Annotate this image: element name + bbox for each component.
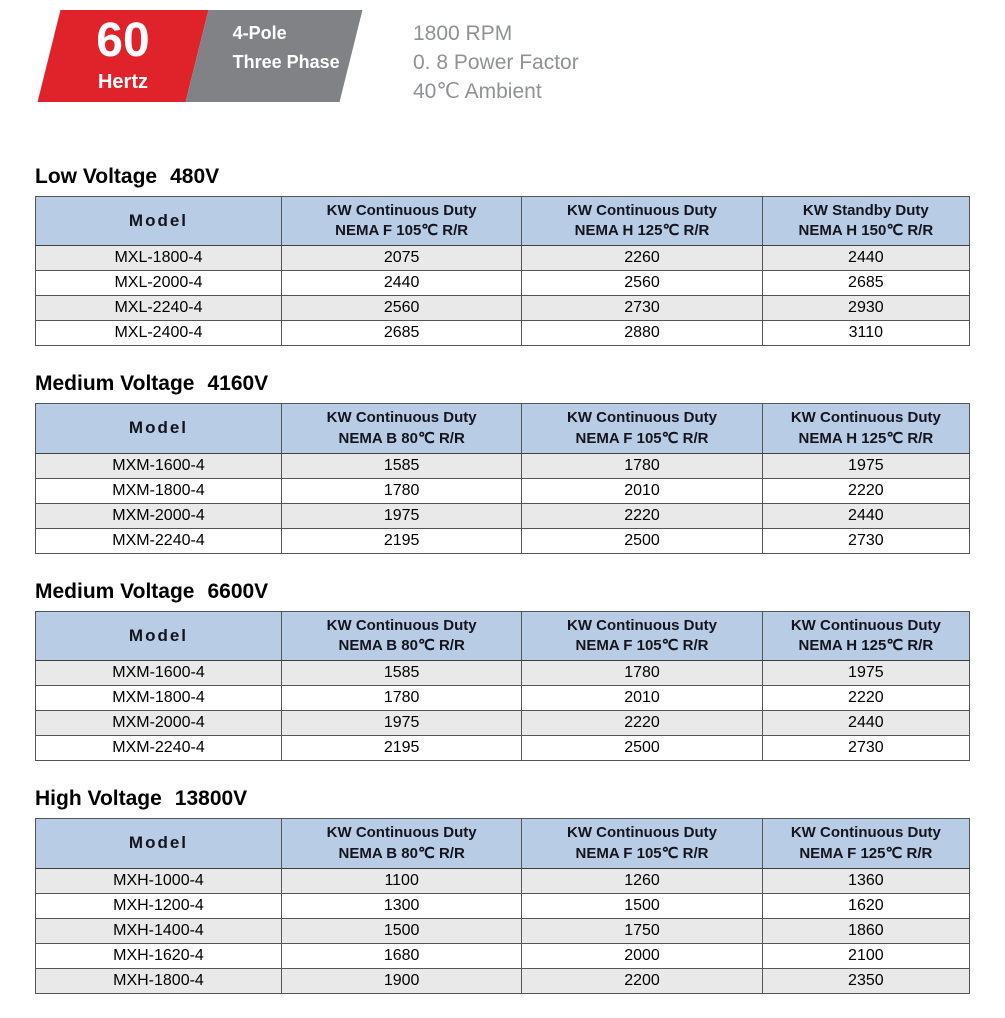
rating-cell: 2440 [281,271,521,296]
rating-cell: 2220 [762,686,969,711]
table-row [36,661,970,686]
table-row [36,453,970,478]
column-header: Model [36,611,282,661]
ratings-table [35,403,970,554]
column-header: Model [36,196,282,246]
table-row [36,968,970,993]
column-header: KW Continuous Duty NEMA F 105℃ R/R [281,196,521,246]
rating-cell: 1500 [522,893,762,918]
table-row [36,736,970,761]
model-cell: MXM-2000-4 [36,503,282,528]
rating-cell: 2220 [762,478,969,503]
rating-cell: 2000 [522,943,762,968]
pole-phase-content [201,10,355,73]
rating-cell: 2560 [522,271,762,296]
column-header: KW Continuous Duty NEMA F 105℃ R/R [522,404,762,454]
rating-cell: 1780 [522,661,762,686]
rating-cell: 1975 [762,453,969,478]
table-row [36,271,970,296]
rating-cell: 2195 [281,736,521,761]
rating-cell: 1585 [281,453,521,478]
model-cell: MXM-2240-4 [36,736,282,761]
column-header: KW Continuous Duty NEMA H 125℃ R/R [762,611,969,661]
rating-cell: 2200 [522,968,762,993]
model-cell: MXM-1600-4 [36,661,282,686]
rating-cell: 2685 [281,321,521,346]
table-row [36,503,970,528]
table-row [36,893,970,918]
section-voltage: 4160V [207,372,269,396]
section-title [35,372,970,396]
table-row [36,868,970,893]
rating-cell: 1780 [281,478,521,503]
ratings-table [35,611,970,762]
model-cell: MXM-2000-4 [36,711,282,736]
rating-cell: 2730 [762,528,969,553]
rating-cell: 2075 [281,246,521,271]
rating-cell: 1975 [762,661,969,686]
rating-cell: 2500 [522,736,762,761]
model-cell: MXM-1600-4 [36,453,282,478]
table-row [36,943,970,968]
rating-cell: 1680 [281,943,521,968]
rating-cell: 2010 [522,686,762,711]
section-voltage: 13800V [174,787,248,811]
frequency-badge-content [49,10,197,102]
rating-cell: 1975 [281,711,521,736]
header-row [36,819,970,869]
rating-cell: 2730 [522,296,762,321]
rating-cell: 2100 [762,943,969,968]
column-header: KW Continuous Duty NEMA F 105℃ R/R [522,611,762,661]
section-title [35,165,970,189]
column-header: Model [36,819,282,869]
page-header [35,10,970,107]
rating-cell: 2195 [281,528,521,553]
column-header: KW Continuous Duty NEMA B 80℃ R/R [281,819,521,869]
table-row [36,918,970,943]
column-header: KW Standby Duty NEMA H 150℃ R/R [762,196,969,246]
rating-cell: 2930 [762,296,969,321]
column-header: KW Continuous Duty NEMA H 125℃ R/R [762,404,969,454]
table-row [36,296,970,321]
phase-label: Three Phase [232,51,340,72]
section-title-label: Medium Voltage [35,372,195,396]
rating-cell: 2220 [522,503,762,528]
model-cell: MXL-2000-4 [36,271,282,296]
model-cell: MXH-1620-4 [36,943,282,968]
spec-line-ambient: 40℃ Ambient [413,79,542,103]
model-cell: MXM-1800-4 [36,686,282,711]
section-title-label: Medium Voltage [35,579,195,603]
section-title-label: Low Voltage [35,164,158,188]
section-title [35,580,970,604]
rating-cell: 1620 [762,893,969,918]
pole-phase-badge [186,10,363,102]
table-row [36,321,970,346]
table-row [36,686,970,711]
rating-cell: 3110 [762,321,969,346]
frequency-badge [38,10,209,102]
table-row [36,246,970,271]
section-medium-voltage-4160v [35,372,970,554]
rating-cell: 1860 [762,918,969,943]
model-cell: MXH-1000-4 [36,868,282,893]
column-header: KW Continuous Duty NEMA F 105℃ R/R [522,819,762,869]
section-low-voltage-480v [35,165,970,347]
frequency-banner [38,10,363,102]
model-cell: MXL-2400-4 [36,321,282,346]
column-header: Model [36,404,282,454]
rating-cell: 2220 [522,711,762,736]
rating-cell: 2685 [762,271,969,296]
model-cell: MXM-1800-4 [36,478,282,503]
rating-cell: 1500 [281,918,521,943]
rating-cell: 1900 [281,968,521,993]
rating-cell: 1750 [522,918,762,943]
rating-cell: 1260 [522,868,762,893]
rating-cell: 1585 [281,661,521,686]
rating-cell: 1100 [281,868,521,893]
ratings-table [35,818,970,994]
table-row [36,478,970,503]
rating-cell: 2440 [762,711,969,736]
table-row [36,711,970,736]
pole-label: 4-Pole [232,23,287,43]
rating-cell: 1300 [281,893,521,918]
rating-cell: 2500 [522,528,762,553]
ratings-table [35,196,970,347]
rating-cell: 2440 [762,246,969,271]
rating-cell: 2350 [762,968,969,993]
column-header: KW Continuous Duty NEMA F 125℃ R/R [762,819,969,869]
model-cell: MXH-1800-4 [36,968,282,993]
rating-cell: 2880 [522,321,762,346]
column-header: KW Continuous Duty NEMA B 80℃ R/R [281,404,521,454]
section-medium-voltage-6600v [35,580,970,762]
frequency-value: 60 [96,14,150,67]
rating-cell: 1780 [281,686,521,711]
section-high-voltage-13800v [35,787,970,994]
hertz-label: Hertz [97,71,148,94]
spec-line-rpm: 1800 RPM [413,22,513,45]
rating-cell: 1360 [762,868,969,893]
spec-line-power-factor: 0. 8 Power Factor [413,50,579,74]
model-cell: MXL-2240-4 [36,296,282,321]
rating-cell: 2440 [762,503,969,528]
table-row [36,528,970,553]
model-cell: MXM-2240-4 [36,528,282,553]
column-header: KW Continuous Duty NEMA B 80℃ R/R [281,611,521,661]
column-header: KW Continuous Duty NEMA H 125℃ R/R [522,196,762,246]
header-row [36,196,970,246]
rating-cell: 2730 [762,736,969,761]
header-row [36,404,970,454]
spec-lines [413,10,579,107]
model-cell: MXL-1800-4 [36,246,282,271]
model-cell: MXH-1400-4 [36,918,282,943]
section-title-label: High Voltage [35,787,162,811]
rating-cell: 2010 [522,478,762,503]
section-voltage: 6600V [207,579,269,603]
model-cell: MXH-1200-4 [36,893,282,918]
rating-cell: 2560 [281,296,521,321]
section-voltage: 480V [170,164,220,188]
rating-cell: 2260 [522,246,762,271]
header-row [36,611,970,661]
rating-cell: 1780 [522,453,762,478]
rating-cell: 1975 [281,503,521,528]
section-title [35,787,970,811]
